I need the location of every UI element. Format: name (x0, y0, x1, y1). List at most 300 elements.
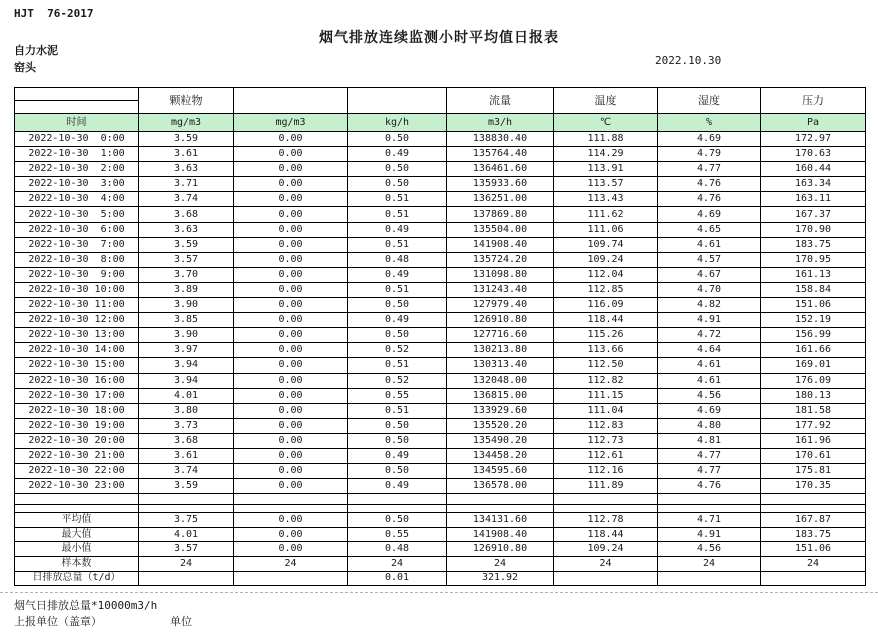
value-cell: 175.81 (761, 464, 866, 479)
value-cell: 3.59 (139, 132, 234, 147)
summary-label: 最大值 (15, 527, 139, 542)
blank-cell (15, 505, 139, 513)
time-cell: 2022-10-30 3:00 (15, 177, 139, 192)
value-cell: 0.00 (234, 343, 348, 358)
blank-cell (554, 505, 658, 513)
value-cell: 0.50 (348, 433, 447, 448)
time-cell: 2022-10-30 18:00 (15, 403, 139, 418)
value-cell: 114.29 (554, 147, 658, 162)
time-cell: 2022-10-30 23:00 (15, 479, 139, 494)
summary-value-cell: 24 (658, 557, 761, 572)
value-cell: 3.94 (139, 373, 234, 388)
value-cell: 135490.20 (447, 433, 554, 448)
value-cell: 135520.20 (447, 418, 554, 433)
time-cell: 2022-10-30 15:00 (15, 358, 139, 373)
summary-value-cell: 24 (139, 557, 234, 572)
value-cell: 0.49 (348, 479, 447, 494)
value-cell: 4.79 (658, 147, 761, 162)
summary-value-cell (554, 571, 658, 586)
summary-row (15, 557, 866, 572)
blank-cell (761, 494, 866, 505)
value-cell: 151.06 (761, 298, 866, 313)
blank-cell (554, 494, 658, 505)
value-cell: 0.00 (234, 237, 348, 252)
summary-value-cell: 24 (348, 557, 447, 572)
table-unit-row (15, 114, 866, 132)
summary-value-cell: 167.87 (761, 513, 866, 528)
time-cell: 2022-10-30 10:00 (15, 282, 139, 297)
time-cell: 2022-10-30 1:00 (15, 147, 139, 162)
value-cell: 0.49 (348, 313, 447, 328)
value-cell: 180.13 (761, 388, 866, 403)
value-cell: 0.52 (348, 373, 447, 388)
table-row (15, 388, 866, 403)
value-cell: 0.49 (348, 222, 447, 237)
group-header-cell: 湿度 (658, 88, 761, 114)
value-cell: 111.88 (554, 132, 658, 147)
report-table (14, 87, 866, 586)
time-column-header: 时间 (15, 114, 139, 132)
value-cell: 0.00 (234, 147, 348, 162)
value-cell: 112.85 (554, 282, 658, 297)
summary-value-cell: 0.00 (234, 542, 348, 557)
value-cell: 3.74 (139, 464, 234, 479)
time-cell: 2022-10-30 7:00 (15, 237, 139, 252)
value-cell: 3.61 (139, 147, 234, 162)
value-cell: 112.82 (554, 373, 658, 388)
value-cell: 4.76 (658, 177, 761, 192)
page-title: 烟气排放连续监测小时平均值日报表 (319, 30, 559, 46)
time-cell: 2022-10-30 22:00 (15, 464, 139, 479)
value-cell: 4.65 (658, 222, 761, 237)
value-cell: 0.00 (234, 479, 348, 494)
table-row (15, 147, 866, 162)
value-cell: 181.58 (761, 403, 866, 418)
value-cell: 132048.00 (447, 373, 554, 388)
group-header-cell (348, 88, 447, 114)
value-cell: 156.99 (761, 328, 866, 343)
value-cell: 0.51 (348, 207, 447, 222)
value-cell: 0.00 (234, 358, 348, 373)
group-header-cell: 温度 (554, 88, 658, 114)
value-cell: 0.50 (348, 162, 447, 177)
blank-cell (348, 505, 447, 513)
summary-label: 平均值 (15, 513, 139, 528)
table-row (15, 358, 866, 373)
value-cell: 4.67 (658, 267, 761, 282)
summary-value-cell: 0.48 (348, 542, 447, 557)
value-cell: 113.43 (554, 192, 658, 207)
table-row (15, 282, 866, 297)
table-row (15, 207, 866, 222)
value-cell: 4.64 (658, 343, 761, 358)
value-cell: 111.06 (554, 222, 658, 237)
value-cell: 112.73 (554, 433, 658, 448)
group-header-cell: 压力 (761, 88, 866, 114)
value-cell: 112.50 (554, 358, 658, 373)
value-cell: 163.34 (761, 177, 866, 192)
value-cell: 3.59 (139, 237, 234, 252)
value-cell: 3.59 (139, 479, 234, 494)
table-row (15, 222, 866, 237)
summary-value-cell: 3.57 (139, 542, 234, 557)
value-cell: 113.91 (554, 162, 658, 177)
value-cell: 0.00 (234, 282, 348, 297)
value-cell: 152.19 (761, 313, 866, 328)
value-cell: 0.00 (234, 267, 348, 282)
summary-value-cell: 24 (234, 557, 348, 572)
value-cell: 0.52 (348, 343, 447, 358)
value-cell: 0.00 (234, 464, 348, 479)
value-cell: 130313.40 (447, 358, 554, 373)
value-cell: 0.00 (234, 388, 348, 403)
summary-value-cell: 24 (447, 557, 554, 572)
value-cell: 0.00 (234, 132, 348, 147)
value-cell: 0.00 (234, 403, 348, 418)
summary-value-cell: 321.92 (447, 571, 554, 586)
unit-cell: Pa (761, 114, 866, 132)
time-cell: 2022-10-30 12:00 (15, 313, 139, 328)
summary-label: 最小值 (15, 542, 139, 557)
value-cell: 0.55 (348, 388, 447, 403)
summary-label: 样本数 (15, 557, 139, 572)
value-cell: 3.68 (139, 207, 234, 222)
value-cell: 3.90 (139, 328, 234, 343)
summary-value-cell: 24 (554, 557, 658, 572)
time-header-split-cell (15, 88, 139, 114)
value-cell: 0.00 (234, 418, 348, 433)
group-header-cell (234, 88, 348, 114)
table-row (15, 313, 866, 328)
value-cell: 4.61 (658, 237, 761, 252)
value-cell: 4.69 (658, 403, 761, 418)
summary-row (15, 571, 866, 586)
value-cell: 136251.00 (447, 192, 554, 207)
monitoring-point: 窑头 (14, 61, 36, 74)
unit-cell: ℃ (554, 114, 658, 132)
blank-cell (447, 505, 554, 513)
blank-cell (761, 505, 866, 513)
value-cell: 0.00 (234, 192, 348, 207)
value-cell: 0.00 (234, 298, 348, 313)
summary-value-cell: 118.44 (554, 527, 658, 542)
value-cell: 0.00 (234, 373, 348, 388)
value-cell: 0.00 (234, 448, 348, 463)
table-row (15, 162, 866, 177)
footnote-total-flow: 烟气日排放总量*10000m3/h (14, 599, 158, 612)
value-cell: 141908.40 (447, 237, 554, 252)
time-cell: 2022-10-30 13:00 (15, 328, 139, 343)
value-cell: 3.68 (139, 433, 234, 448)
value-cell: 161.13 (761, 267, 866, 282)
blank-cell (139, 494, 234, 505)
value-cell: 3.80 (139, 403, 234, 418)
blank-cell (658, 505, 761, 513)
summary-label: 日排放总量（t/d） (15, 571, 139, 586)
value-cell: 136578.00 (447, 479, 554, 494)
summary-value-cell: 112.78 (554, 513, 658, 528)
summary-value-cell: 0.55 (348, 527, 447, 542)
table-row (15, 448, 866, 463)
value-cell: 3.74 (139, 192, 234, 207)
summary-value-cell (139, 571, 234, 586)
value-cell: 4.77 (658, 162, 761, 177)
time-cell: 2022-10-30 21:00 (15, 448, 139, 463)
table-row (15, 328, 866, 343)
unit-cell: mg/m3 (234, 114, 348, 132)
value-cell: 131098.80 (447, 267, 554, 282)
value-cell: 0.50 (348, 418, 447, 433)
value-cell: 0.00 (234, 207, 348, 222)
company-name: 自力水泥 (14, 44, 58, 57)
value-cell: 3.70 (139, 267, 234, 282)
value-cell: 0.50 (348, 298, 447, 313)
value-cell: 160.44 (761, 162, 866, 177)
table-row (15, 373, 866, 388)
value-cell: 172.97 (761, 132, 866, 147)
unit-cell: m3/h (447, 114, 554, 132)
table-row (15, 343, 866, 358)
summary-row (15, 513, 866, 528)
value-cell: 109.74 (554, 237, 658, 252)
value-cell: 170.95 (761, 252, 866, 267)
value-cell: 3.61 (139, 448, 234, 463)
value-cell: 161.96 (761, 433, 866, 448)
time-cell: 2022-10-30 6:00 (15, 222, 139, 237)
value-cell: 0.50 (348, 132, 447, 147)
value-cell: 112.04 (554, 267, 658, 282)
summary-row (15, 527, 866, 542)
value-cell: 3.57 (139, 252, 234, 267)
unit-cell: kg/h (348, 114, 447, 132)
value-cell: 161.66 (761, 343, 866, 358)
value-cell: 4.61 (658, 373, 761, 388)
value-cell: 136461.60 (447, 162, 554, 177)
value-cell: 127979.40 (447, 298, 554, 313)
value-cell: 4.80 (658, 418, 761, 433)
value-cell: 0.51 (348, 192, 447, 207)
page-break-line (0, 592, 878, 593)
value-cell: 135933.60 (447, 177, 554, 192)
value-cell: 0.51 (348, 403, 447, 418)
value-cell: 111.62 (554, 207, 658, 222)
summary-value-cell (234, 571, 348, 586)
footnote-unit: 单位 (170, 615, 192, 628)
value-cell: 0.51 (348, 282, 447, 297)
summary-value-cell: 183.75 (761, 527, 866, 542)
value-cell: 0.51 (348, 237, 447, 252)
blank-cell (139, 505, 234, 513)
summary-value-cell: 0.01 (348, 571, 447, 586)
value-cell: 3.90 (139, 298, 234, 313)
value-cell: 127716.60 (447, 328, 554, 343)
table-row (15, 418, 866, 433)
time-cell: 2022-10-30 0:00 (15, 132, 139, 147)
table-row (15, 479, 866, 494)
value-cell: 137869.80 (447, 207, 554, 222)
value-cell: 111.04 (554, 403, 658, 418)
value-cell: 4.76 (658, 192, 761, 207)
value-cell: 134595.60 (447, 464, 554, 479)
blank-cell (447, 494, 554, 505)
value-cell: 170.61 (761, 448, 866, 463)
value-cell: 138830.40 (447, 132, 554, 147)
footnote-reporting-unit: 上报单位（盖章） (14, 615, 102, 628)
time-cell: 2022-10-30 11:00 (15, 298, 139, 313)
summary-value-cell: 4.56 (658, 542, 761, 557)
value-cell: 163.11 (761, 192, 866, 207)
blank-cell (234, 494, 348, 505)
value-cell: 111.89 (554, 479, 658, 494)
time-cell: 2022-10-30 20:00 (15, 433, 139, 448)
value-cell: 177.92 (761, 418, 866, 433)
time-cell: 2022-10-30 4:00 (15, 192, 139, 207)
value-cell: 4.56 (658, 388, 761, 403)
value-cell: 0.50 (348, 177, 447, 192)
table-row (15, 237, 866, 252)
value-cell: 126910.80 (447, 313, 554, 328)
value-cell: 4.81 (658, 433, 761, 448)
value-cell: 134458.20 (447, 448, 554, 463)
summary-value-cell: 134131.60 (447, 513, 554, 528)
value-cell: 0.00 (234, 177, 348, 192)
summary-value-cell: 0.50 (348, 513, 447, 528)
value-cell: 118.44 (554, 313, 658, 328)
value-cell: 167.37 (761, 207, 866, 222)
group-header-cell: 流量 (447, 88, 554, 114)
time-cell: 2022-10-30 2:00 (15, 162, 139, 177)
value-cell: 4.01 (139, 388, 234, 403)
value-cell: 0.48 (348, 252, 447, 267)
value-cell: 0.00 (234, 162, 348, 177)
value-cell: 113.57 (554, 177, 658, 192)
summary-value-cell: 4.71 (658, 513, 761, 528)
value-cell: 3.97 (139, 343, 234, 358)
value-cell: 133929.60 (447, 403, 554, 418)
value-cell: 4.77 (658, 464, 761, 479)
value-cell: 4.77 (658, 448, 761, 463)
value-cell: 4.57 (658, 252, 761, 267)
value-cell: 3.63 (139, 222, 234, 237)
blank-cell (658, 494, 761, 505)
value-cell: 0.00 (234, 313, 348, 328)
value-cell: 0.49 (348, 448, 447, 463)
doc-code: HJT 76-2017 (14, 7, 94, 20)
table-row (15, 433, 866, 448)
summary-value-cell: 24 (761, 557, 866, 572)
summary-value-cell: 4.01 (139, 527, 234, 542)
value-cell: 170.35 (761, 479, 866, 494)
table-row (15, 298, 866, 313)
value-cell: 3.63 (139, 162, 234, 177)
summary-value-cell (761, 571, 866, 586)
time-cell: 2022-10-30 17:00 (15, 388, 139, 403)
summary-value-cell: 4.91 (658, 527, 761, 542)
value-cell: 109.24 (554, 252, 658, 267)
summary-value-cell: 151.06 (761, 542, 866, 557)
value-cell: 0.49 (348, 147, 447, 162)
value-cell: 112.16 (554, 464, 658, 479)
value-cell: 116.09 (554, 298, 658, 313)
blank-cell (348, 494, 447, 505)
summary-value-cell: 141908.40 (447, 527, 554, 542)
time-cell: 2022-10-30 5:00 (15, 207, 139, 222)
unit-cell: % (658, 114, 761, 132)
value-cell: 111.15 (554, 388, 658, 403)
value-cell: 4.76 (658, 479, 761, 494)
value-cell: 4.72 (658, 328, 761, 343)
blank-row (15, 505, 866, 513)
summary-value-cell: 0.00 (234, 527, 348, 542)
value-cell: 169.01 (761, 358, 866, 373)
value-cell: 4.69 (658, 207, 761, 222)
summary-value-cell: 3.75 (139, 513, 234, 528)
value-cell: 4.91 (658, 313, 761, 328)
value-cell: 112.83 (554, 418, 658, 433)
value-cell: 0.00 (234, 222, 348, 237)
value-cell: 0.00 (234, 433, 348, 448)
summary-value-cell: 109.24 (554, 542, 658, 557)
value-cell: 0.50 (348, 464, 447, 479)
value-cell: 4.70 (658, 282, 761, 297)
value-cell: 183.75 (761, 237, 866, 252)
time-cell: 2022-10-30 16:00 (15, 373, 139, 388)
value-cell: 4.82 (658, 298, 761, 313)
time-cell: 2022-10-30 14:00 (15, 343, 139, 358)
value-cell: 3.89 (139, 282, 234, 297)
summary-value-cell: 126910.80 (447, 542, 554, 557)
value-cell: 115.26 (554, 328, 658, 343)
value-cell: 0.00 (234, 328, 348, 343)
table-row (15, 252, 866, 267)
time-cell: 2022-10-30 19:00 (15, 418, 139, 433)
value-cell: 130213.80 (447, 343, 554, 358)
blank-cell (234, 505, 348, 513)
time-cell: 2022-10-30 8:00 (15, 252, 139, 267)
value-cell: 0.49 (348, 267, 447, 282)
time-cell: 2022-10-30 9:00 (15, 267, 139, 282)
summary-value-cell (658, 571, 761, 586)
value-cell: 170.63 (761, 147, 866, 162)
table-group-header-row (15, 88, 866, 114)
table-row (15, 403, 866, 418)
value-cell: 113.66 (554, 343, 658, 358)
value-cell: 131243.40 (447, 282, 554, 297)
group-header-cell: 颗粒物 (139, 88, 234, 114)
summary-value-cell: 0.00 (234, 513, 348, 528)
value-cell: 0.00 (234, 252, 348, 267)
value-cell: 112.61 (554, 448, 658, 463)
value-cell: 135504.00 (447, 222, 554, 237)
blank-row (15, 494, 866, 505)
blank-cell (15, 494, 139, 505)
value-cell: 3.94 (139, 358, 234, 373)
summary-row (15, 542, 866, 557)
value-cell: 170.90 (761, 222, 866, 237)
table-row (15, 267, 866, 282)
value-cell: 135764.40 (447, 147, 554, 162)
report-date: 2022.10.30 (655, 54, 722, 67)
value-cell: 0.51 (348, 358, 447, 373)
value-cell: 176.09 (761, 373, 866, 388)
unit-cell: mg/m3 (139, 114, 234, 132)
value-cell: 0.50 (348, 328, 447, 343)
value-cell: 3.71 (139, 177, 234, 192)
table-row (15, 464, 866, 479)
value-cell: 158.84 (761, 282, 866, 297)
table-row (15, 132, 866, 147)
value-cell: 136815.00 (447, 388, 554, 403)
